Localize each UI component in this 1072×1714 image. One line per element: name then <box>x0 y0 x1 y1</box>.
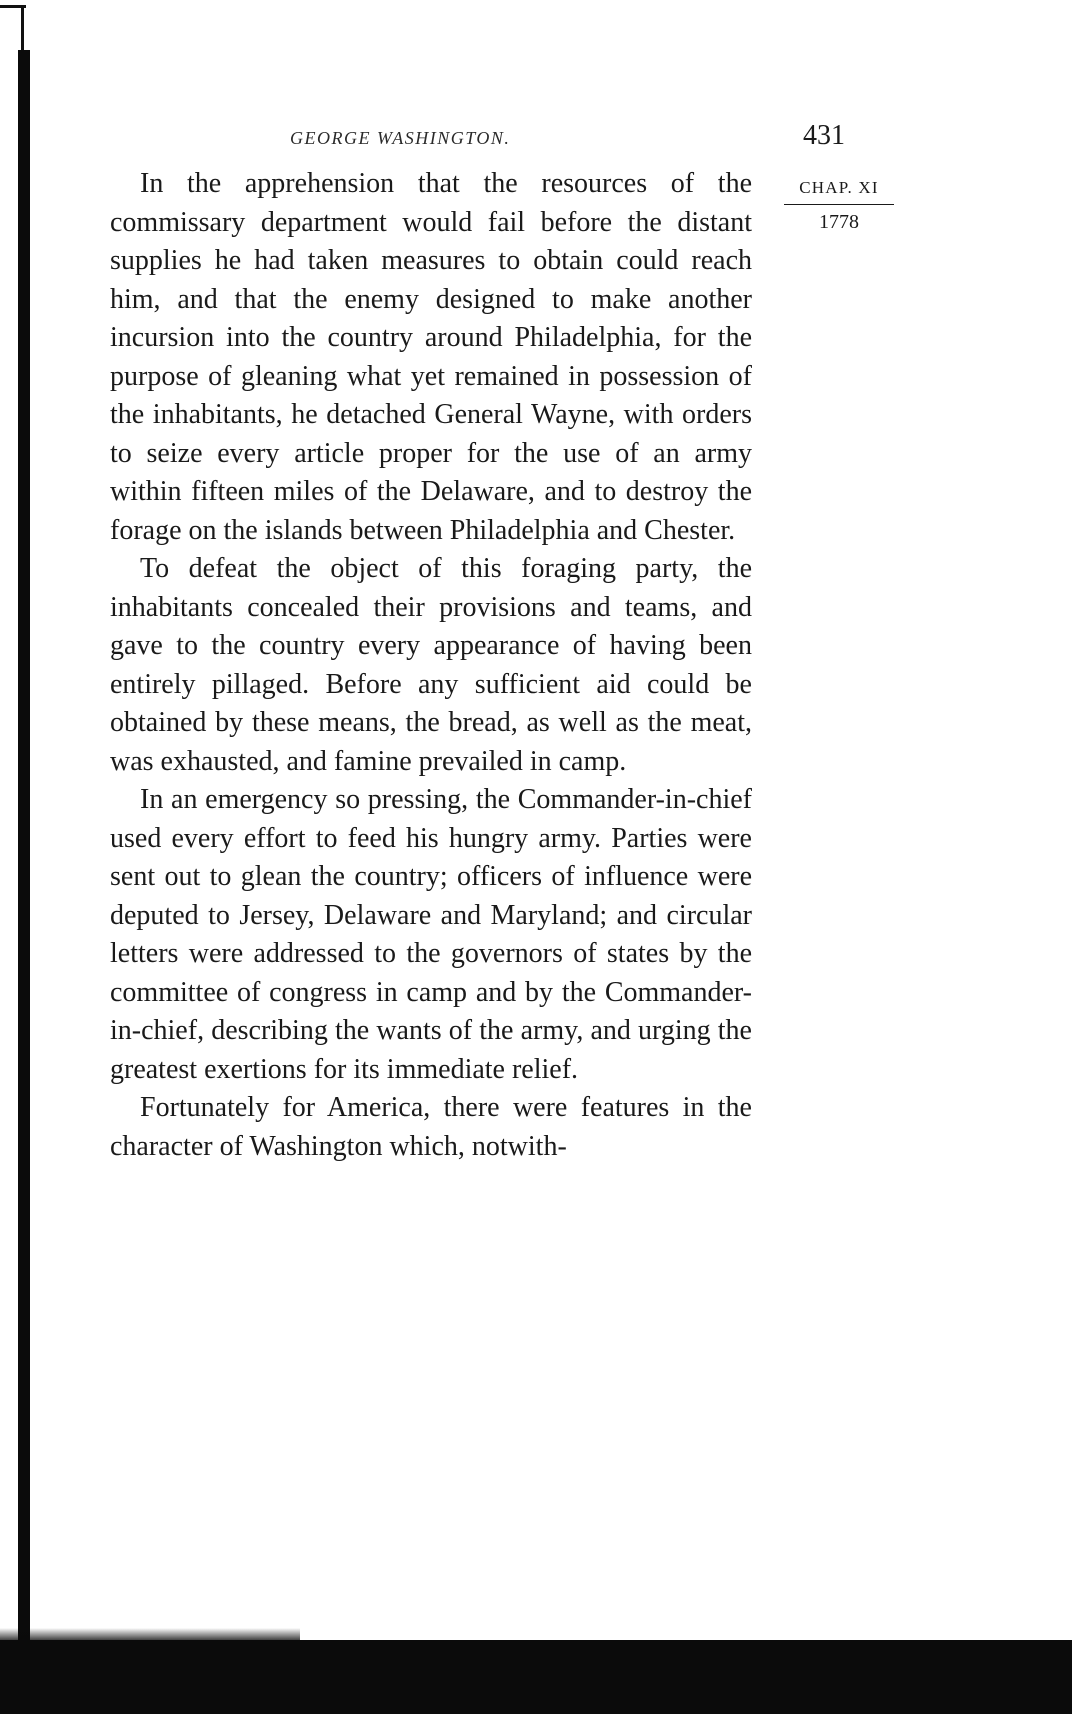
year-label: 1778 <box>819 211 859 233</box>
paragraph-2: To defeat the object of this foraging party, the inhabitants concealed their provisions and teams, and gave to the country every appearance of having been entirely pillaged. Before any sufficient aid could be obtained by these means, the bread, as well as the meat, was exhausted, and famine prevailed in camp. <box>110 553 752 777</box>
margin-note <box>784 178 894 234</box>
chapter-label: CHAP. XI <box>784 178 894 205</box>
scan-edge-line <box>21 5 24 55</box>
page-number: 431 <box>803 120 845 151</box>
scan-bottom-border <box>0 1640 1072 1714</box>
body-text <box>110 165 752 1166</box>
running-head-title: GEORGE WASHINGTON. <box>290 128 511 148</box>
paragraph-4: Fortunately for America, there were features in the character of Washington which, notwith- <box>110 1092 752 1162</box>
scan-left-border <box>18 50 30 1714</box>
paragraph-3: In an emergency so pressing, the Commander-in-chief used every effort to feed his hungry army. Parties were sent out to glean the country; officers of influence were deputed to Jersey, Delaware and Maryland; and circular letters were addressed to the governors of states by the committee of congress in camp and by the Commander-in-chief, describing the wants of the army, and urging the greatest exertions for its immediate relief. <box>110 784 752 1085</box>
running-head <box>0 120 845 158</box>
paragraph-1: In the apprehension that the resources of the commissary department would fail before the distant supplies he had taken measures to obtain could reach him, and that the enemy designed to make another incursion into the country around Philadelphia, for the purpose of gleaning what yet remained in possession of the inhabitants, he detached General Wayne, with orders to seize every article proper for the use of an army within fifteen miles of the Delaware, and to destroy the forage on the islands between Philadelphia and Chester. <box>110 168 752 546</box>
